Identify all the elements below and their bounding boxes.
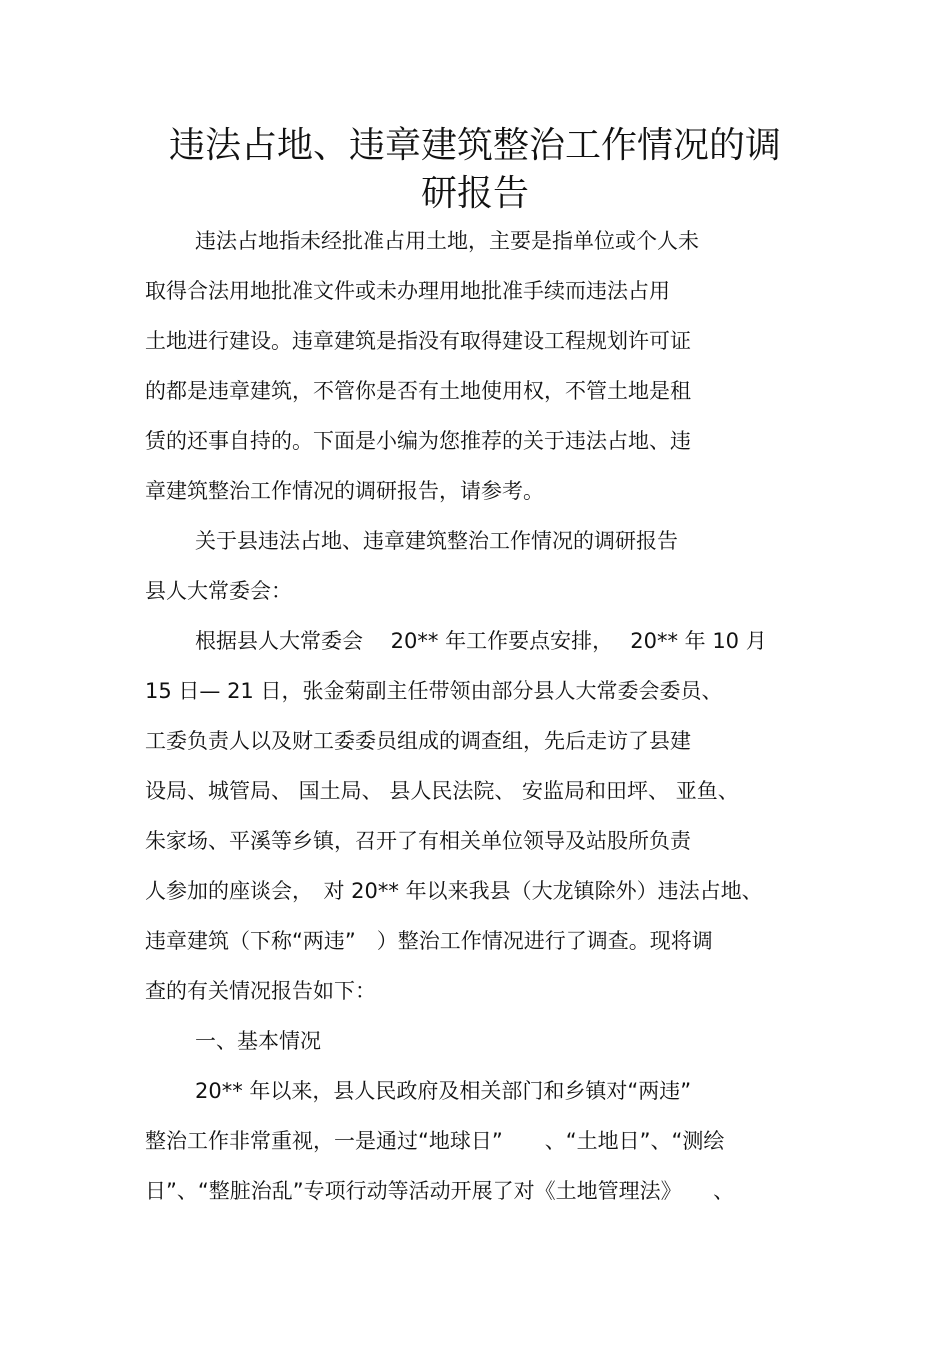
salutation-line: 县人大常委会： bbox=[145, 579, 292, 603]
paragraph-line: 土地进行建设。违章建筑是指没有取得建设工程规划许可证 bbox=[145, 329, 691, 353]
paragraph-line: 整治工作非常重视，一是通过“地球日” 、“土地日”、“测绘 bbox=[145, 1129, 725, 1153]
paragraph-line: 赁的还事自持的。下面是小编为您推荐的关于违法占地、违 bbox=[145, 429, 691, 453]
paragraph-line: 朱家场、平溪等乡镇，召开了有相关单位领导及站股所负责 bbox=[145, 829, 691, 853]
paragraph-line: 设局、城管局、 国土局、 县人民法院、 安监局和田坪、 亚鱼、 bbox=[145, 779, 739, 803]
document-title-line-1: 违法占地、违章建筑整治工作情况的调 bbox=[168, 125, 781, 166]
paragraph-line: 取得合法用地批准文件或未办理用地批准手续而违法占用 bbox=[145, 279, 670, 303]
paragraph-line: 违法占地指未经批准占用土地，主要是指单位或个人未 bbox=[195, 229, 699, 253]
paragraph-line: 20** 年以来，县人民政府及相关部门和乡镇对“两违” bbox=[195, 1079, 692, 1103]
subtitle-line: 关于县违法占地、违章建筑整治工作情况的调研报告 bbox=[195, 529, 678, 553]
section-heading: 一、基本情况 bbox=[195, 1029, 321, 1053]
paragraph-line: 根据县人大常委会 20** 年工作要点安排， 20** 年 10 月 bbox=[195, 629, 767, 653]
paragraph-line: 违章建筑（下称“两违” ）整治工作情况进行了调查。现将调 bbox=[145, 929, 713, 953]
paragraph-line: 的都是违章建筑，不管你是否有土地使用权，不管土地是租 bbox=[145, 379, 691, 403]
paragraph-line: 15 日— 21 日，张金菊副主任带领由部分县人大常委会委员、 bbox=[145, 679, 723, 703]
paragraph-line: 人参加的座谈会， 对 20** 年以来我县（大龙镇除外）违法占地、 bbox=[145, 879, 763, 903]
paragraph-line: 工委负责人以及财工委委员组成的调查组，先后走访了县建 bbox=[145, 729, 691, 753]
document-title-line-2: 研报告 bbox=[420, 173, 529, 214]
paragraph-line: 日”、“整脏治乱”专项行动等活动开展了对《土地管理法》 、 bbox=[145, 1179, 735, 1203]
paragraph-line: 查的有关情况报告如下： bbox=[145, 979, 376, 1003]
paragraph-line: 章建筑整治工作情况的调研报告，请参考。 bbox=[145, 479, 544, 503]
